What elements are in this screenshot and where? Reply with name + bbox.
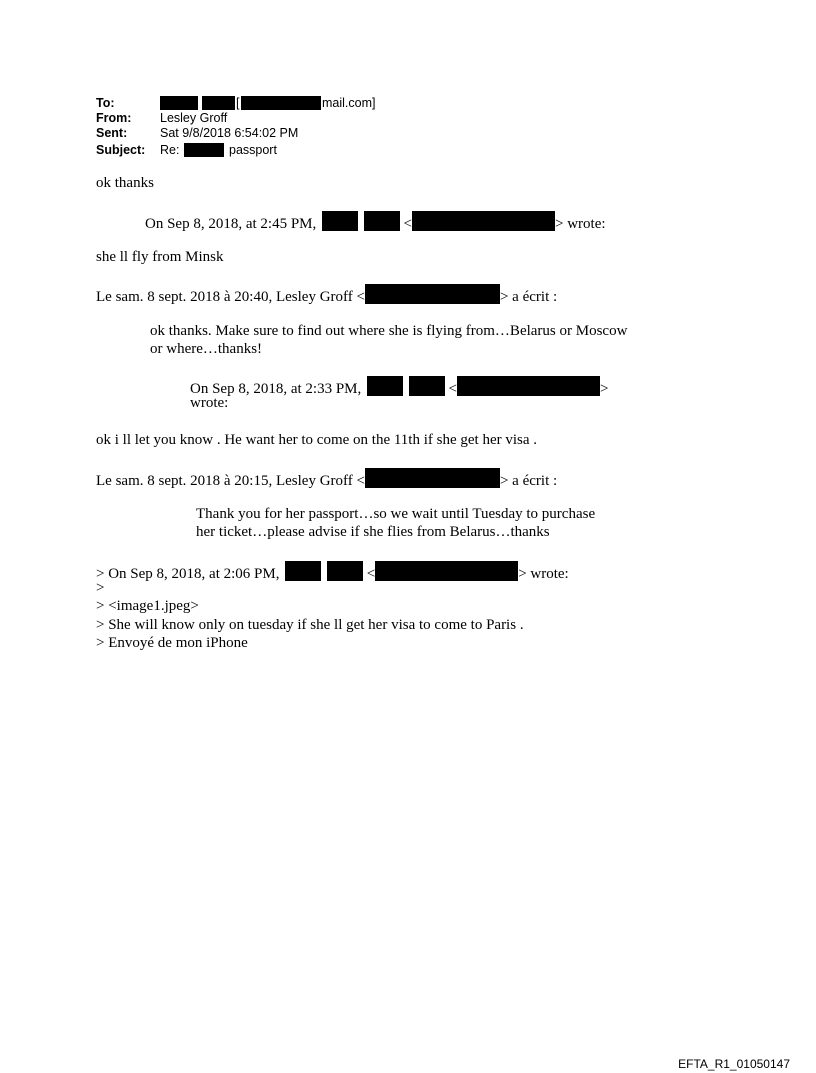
quote-attribution (96, 284, 557, 306)
quoted-line: > (96, 580, 105, 596)
reply-text: ok thanks (96, 175, 154, 191)
message-text: or where…thanks! (150, 341, 263, 357)
to-email-domain: mail.com] (322, 96, 376, 110)
quote-gt: > (599, 381, 609, 397)
header-to-row (96, 96, 496, 110)
redaction-box (457, 376, 600, 396)
quote-attribution-prefix: Le sam. 8 sept. 2018 à 20:15, Lesley Groff < (96, 473, 365, 489)
redaction-box (241, 96, 321, 110)
from-value: Lesley Groff (160, 111, 228, 125)
sent-label: Sent: (96, 126, 128, 140)
quote-attribution (190, 376, 608, 398)
quote-wrote: wrote: (190, 395, 229, 411)
quote-attribution (96, 468, 557, 490)
redaction-box (202, 96, 235, 110)
message-text: her ticket…please advise if she flies from Belarus…thanks (196, 524, 550, 540)
document-id: EFTA_R1_01050147 (678, 1057, 790, 1071)
quote-attribution-prefix: On Sep 8, 2018, at 2:45 PM, (145, 216, 317, 232)
redaction-box (327, 561, 363, 581)
quote-attribution (145, 211, 606, 233)
message-text: ok thanks. Make sure to find out where she is flying from…Belarus or Moscow (150, 323, 628, 339)
redaction-box (365, 284, 500, 304)
redaction-box (375, 561, 518, 581)
quote-attribution-suffix: > a écrit : (499, 473, 558, 489)
to-bracket: [ (236, 96, 240, 110)
subject-label: Subject: (96, 143, 146, 157)
quote-attribution-suffix: > wrote: (554, 216, 606, 232)
redaction-box (285, 561, 321, 581)
quote-attribution-prefix: > On Sep 8, 2018, at 2:06 PM, (96, 566, 280, 582)
message-text: ok i ll let you know . He want her to come on the 11th if she get her visa . (96, 432, 538, 448)
quote-attribution-suffix: > a écrit : (499, 289, 558, 305)
quote-attribution-prefix: On Sep 8, 2018, at 2:33 PM, (190, 381, 362, 397)
redaction-box (184, 143, 224, 157)
redaction-box (367, 376, 403, 396)
quote-lt: < (366, 566, 376, 582)
quote-lt: < (403, 216, 412, 232)
message-text: Thank you for her passport…so we wait until Tuesday to purchase (196, 506, 596, 522)
subject-suffix: passport (229, 143, 277, 157)
redaction-box (365, 468, 500, 488)
quote-attribution-suffix: > wrote: (518, 566, 569, 582)
redaction-box (322, 211, 358, 231)
sent-value: Sat 9/8/2018 6:54:02 PM (160, 126, 299, 140)
redaction-box (412, 211, 555, 231)
to-label: To: (96, 96, 115, 110)
quoted-line: > She will know only on tuesday if she ll get her visa to come to Paris . (96, 617, 524, 633)
redaction-box (409, 376, 445, 396)
quote-lt: < (448, 381, 457, 397)
message-text: she ll fly from Minsk (96, 249, 224, 265)
redaction-box (160, 96, 198, 110)
quote-attribution-prefix: Le sam. 8 sept. 2018 à 20:40, Lesley Groff < (96, 289, 365, 305)
redaction-box (364, 211, 400, 231)
quoted-line: > <image1.jpeg> (96, 598, 199, 614)
quoted-line: > Envoyé de mon iPhone (96, 635, 248, 651)
quote-attribution (96, 561, 569, 583)
subject-prefix: Re: (160, 143, 180, 157)
from-label: From: (96, 111, 132, 125)
